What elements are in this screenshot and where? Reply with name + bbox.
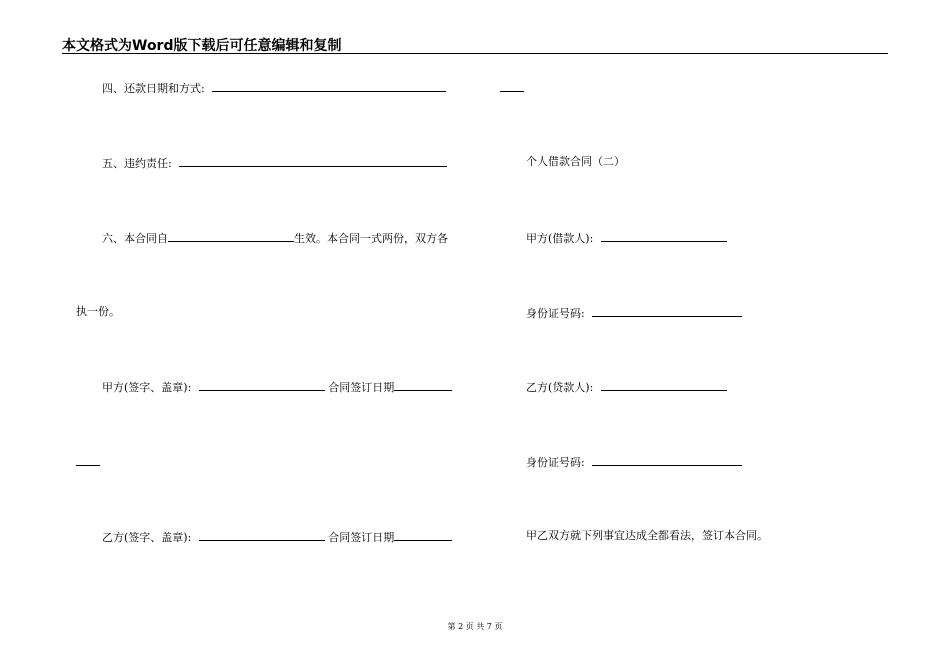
party-a-signature-line — [102, 379, 452, 395]
effective-clause — [102, 230, 448, 246]
header-divider — [62, 53, 888, 54]
effective-clause-continued: 执一份。 — [76, 305, 120, 318]
lender-blank — [601, 379, 727, 391]
breach-clause — [102, 155, 447, 171]
lender-id-line — [526, 454, 742, 470]
lender-id-label: 身份证号码: — [526, 456, 585, 469]
sign-date-blank-a-tail — [76, 454, 100, 466]
party-a-sign-label: 甲方(签字、盖章): — [102, 381, 192, 394]
effective-date-blank — [168, 230, 294, 242]
borrower-label: 甲方(借款人): — [526, 232, 594, 245]
agreement-statement: 甲乙双方就下列事宜达成全都看法，签订本合同。 — [526, 529, 768, 542]
sign-date-blank-a — [394, 379, 452, 391]
effective-prefix: 六、本合同自 — [102, 232, 168, 245]
borrower-id-label: 身份证号码: — [526, 307, 585, 320]
breach-label: 五、违约责任: — [102, 157, 172, 170]
lender-id-blank — [592, 454, 742, 466]
party-b-sign-label: 乙方(签字、盖章): — [102, 531, 192, 544]
lender-label: 乙方(贷款人): — [526, 381, 594, 394]
repayment-blank-continued — [500, 80, 524, 96]
lender-line — [526, 379, 727, 395]
borrower-line — [526, 230, 727, 246]
breach-blank — [179, 155, 447, 167]
party-b-signature-line — [102, 529, 452, 545]
sign-date-blank-b — [394, 529, 452, 541]
borrower-blank — [601, 230, 727, 242]
sign-date-label-b: 合同签订日期 — [328, 531, 395, 544]
repayment-blank-tail — [500, 80, 524, 92]
document-header-title: 本文格式为Word版下载后可任意编辑和复制 — [62, 38, 342, 54]
sign-date-label-a: 合同签订日期 — [328, 381, 395, 394]
borrower-id-blank — [592, 305, 742, 317]
sign-date-blank-a-continued — [76, 454, 100, 470]
contract-title: 个人借款合同（二） — [526, 155, 625, 168]
party-b-sign-blank — [199, 529, 325, 541]
effective-suffix: 生效。本合同一式两份，双方各 — [294, 232, 448, 245]
repayment-blank — [212, 80, 446, 92]
repayment-label: 四、还款日期和方式: — [102, 82, 205, 95]
page-number: 第 2 页 共 7 页 — [447, 622, 503, 631]
borrower-id-line — [526, 305, 742, 321]
repayment-clause — [102, 80, 446, 96]
party-a-sign-blank — [199, 379, 325, 391]
